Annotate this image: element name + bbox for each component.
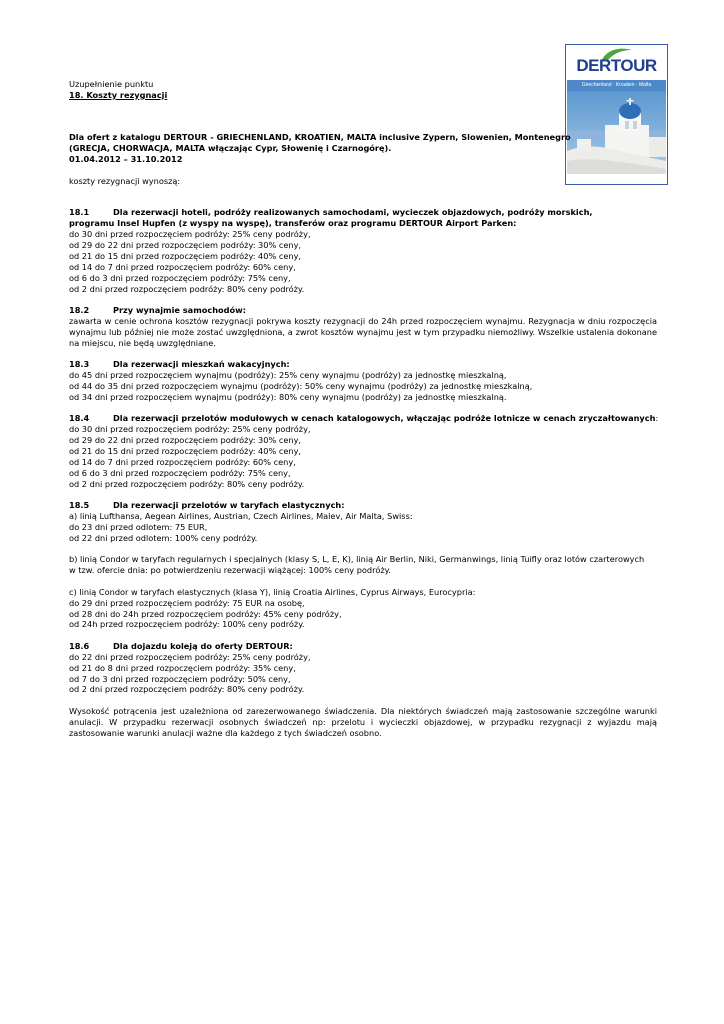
section-18-6-title: 18.6 Dla dojazdu koleją do oferty DERTOUR: [69, 640, 293, 651]
list-item: do 29 dni przed rozpoczęciem podróży: 75 EUR na osobę, [69, 597, 305, 608]
list-item: do 23 dni przed odlotem: 75 EUR, [69, 522, 208, 533]
section-18-5-title: 18.5 Dla rezerwacji przelotów w taryfach elastycznych: [69, 500, 345, 511]
list-item: do 22 dni przed rozpoczęciem podróży: 25% ceny podróży, [69, 651, 311, 662]
list-item: od 29 do 22 dni przed rozpoczęciem podróży: 30% ceny, [69, 435, 302, 446]
list-item: od 6 do 3 dni przed rozpoczęciem podróży: 75% ceny, [69, 272, 291, 283]
intro-heading: 18. Koszty rezygnacji [69, 89, 168, 100]
list-item: od 7 do 3 dni przed rozpoczęciem podróży: 50% ceny, [69, 673, 291, 684]
list-item: od 21 do 15 dni przed rozpoczęciem podróży: 40% ceny, [69, 446, 302, 457]
list-item: do 30 dni przed rozpoczęciem podróży: 25% ceny podróży, [69, 229, 311, 240]
list-item: od 34 dni przed rozpoczęciem wynajmu (podróży): 80% ceny wynajmu (podróży) za jednostkę mieszkalną. [69, 392, 507, 403]
list-item: od 22 dni przed odlotem: 100% ceny podróży. [69, 533, 258, 543]
section-18-3-title: 18.3 Dla rezerwacji mieszkań wakacyjnych: [69, 359, 290, 370]
section-18-1-title: 18.1 Dla rezerwacji hoteli, podróży realizowanych samochodami, wycieczek objazdowych, podróży morskich, [69, 207, 593, 218]
list-item: od 28 dni do 24h przed rozpoczęciem podróży: 45% ceny podróży, [69, 608, 342, 619]
section-18-5-b-line-2: w tzw. ofercie dnia: po potwierdzeniu rezerwacji wiążącej: 100% ceny podróży. [69, 565, 391, 576]
document-body [69, 79, 657, 739]
cover-band-text: Griechenland · Kroatien · Malta [567, 80, 666, 91]
list-item: c) linią Condor w taryfach elastycznych (klasa Y), linią Croatia Airlines, Cyprus Airways, Eurocypria: [69, 586, 476, 597]
list-item: od 44 do 35 dni przed rozpoczęciem wynajmu (podróży): 50% ceny wynajmu (podróży) za jednostkę mieszkalną, [69, 381, 533, 392]
section-18-1-title-cont: programu Insel Hupfen (z wyspy na wyspę), transferów oraz programu DERTOUR Airport Parken: [69, 218, 517, 229]
section-18-5-b-line-1: b) linią Condor w taryfach regularnych i specjalnych (klasy S, L, E, K), linią Air Berlin, Niki, Germanwings, linią Tuifly oraz lotów czarterowych [69, 554, 645, 565]
closing-paragraph: Wysokość potrącenia jest uzależniona od zarezerwowanego świadczenia. Dla niektórych świadczeń mają zastosowanie szczególne warunki anulacji. W przypadku rezerwacji osobnych świadczeń np: przelotu i wycieczki objazdowej, w przypadku rezygnacji z wyjazdu mają zastosowanie warunki anulacji ważne dla każdego z tych świadczeń osobno. [69, 705, 657, 738]
offer-line-1: Dla ofert z katalogu DERTOUR - GRIECHENLAND, KROATIEN, MALTA inclusive Zypern, Slowenien, Montenegro [69, 132, 571, 143]
costs-intro: koszty rezygnacji wynoszą: [69, 175, 181, 186]
intro-line: Uzupełnienie punktu [69, 79, 154, 89]
dertour-logo: DERTOUR [576, 56, 657, 75]
list-item: od 2 dni przed rozpoczęciem podróży: 80% ceny podróży. [69, 478, 305, 489]
list-item: od 6 do 3 dni przed rozpoczęciem podróży: 75% ceny, [69, 467, 291, 478]
list-item: do 45 dni przed rozpoczęciem wynajmu (podróży): 25% ceny wynajmu (podróży) za jednostkę mieszkalną, [69, 370, 507, 381]
list-item: od 2 dni przed rozpoczęciem podróży: 80% ceny podróży. [69, 283, 305, 294]
section-18-2-title: 18.2 Przy wynajmie samochodów: [69, 305, 246, 316]
offer-line-2: (GRECJA, CHORWACJA, MALTA włączając Cypr, Słowenię i Czarnogórę). [69, 143, 392, 154]
list-item: od 21 do 8 dni przed rozpoczęciem podróży: 35% ceny, [69, 662, 296, 673]
list-item: do 30 dni przed rozpoczęciem podróży: 25% ceny podróży, [69, 424, 311, 435]
list-item: od 14 do 7 dni przed rozpoczęciem podróży: 60% ceny, [69, 261, 296, 272]
list-item: od 14 do 7 dni przed rozpoczęciem podróży: 60% ceny, [69, 457, 296, 468]
list-item: od 29 do 22 dni przed rozpoczęciem podróży: 30% ceny, [69, 240, 302, 251]
list-item: od 24h przed rozpoczęciem podróży: 100% ceny podróży. [69, 619, 305, 630]
list-item: od 21 do 15 dni przed rozpoczęciem podróży: 40% ceny, [69, 251, 302, 262]
section-18-2-text: zawarta w cenie ochrona kosztów rezygnacji pokrywa koszty rezygnacji do 24h przed rozpoczęciem wynajmu. Rezygnacja w dniu rozpoczęcia wynajmu lub później nie może zostać uwzględniona, a zwrot kosztów wynajmu jest w tym przypadku niemożliwy. Wszelkie ustalenia dokonane na miejscu, nie będą uwzględniane. [69, 316, 657, 348]
list-item: od 2 dni przed rozpoczęciem podróży: 80% ceny podróży. [69, 684, 305, 695]
section-18-4-title: 18.4 Dla rezerwacji przelotów modułowych w cenach katalogowych, włączając podróże lotnicze w cenach zryczałtowanych: [69, 413, 659, 424]
offer-dates: 01.04.2012 – 31.10.2012 [69, 154, 183, 165]
list-item: a) linią Lufthansa, Aegean Airlines, Austrian, Czech Airlines, Malev, Air Malta, Swiss: [69, 511, 413, 522]
